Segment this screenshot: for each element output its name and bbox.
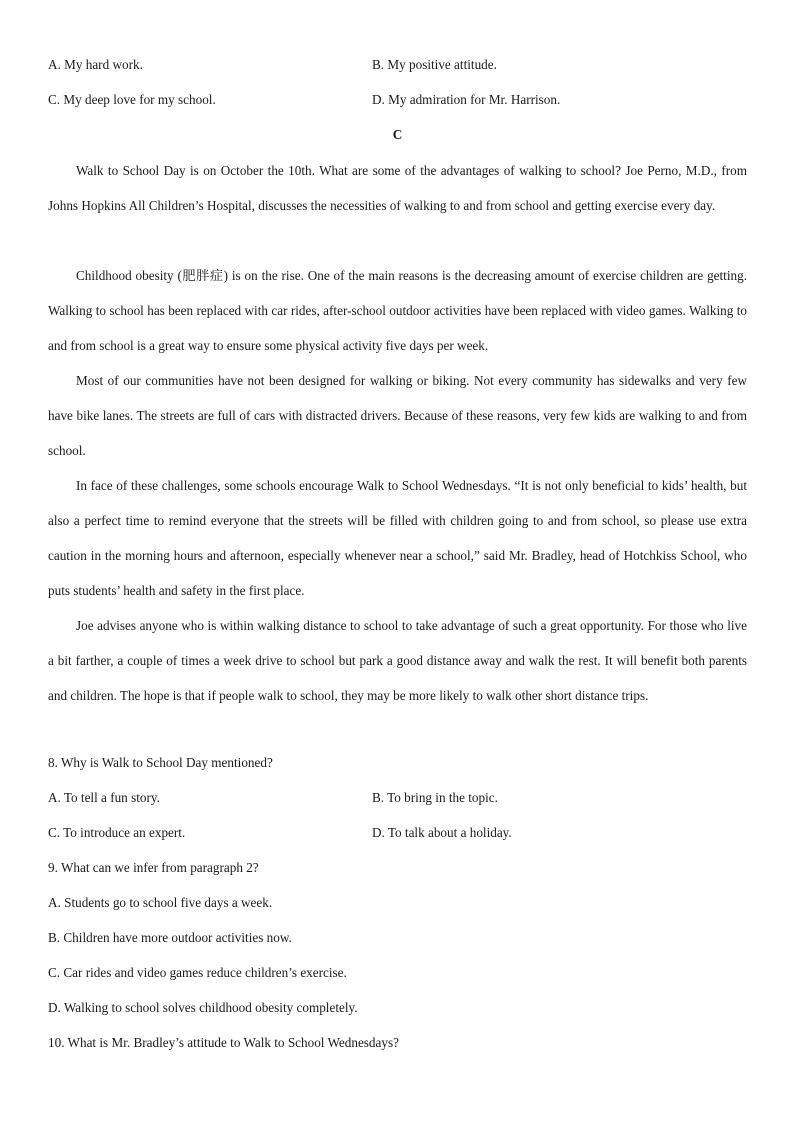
passage-paragraph-3: Most of our communities have not been designed for walking or biking. Not every community has sidewalks and very few have bike lanes. The streets are full of cars with distracted drivers. Because of these reasons, very few kids are walking to and from school. (48, 373, 747, 458)
q8-option-c: C. To introduce an expert. (48, 825, 186, 840)
passage-paragraph-4: In face of these challenges, some schools encourage Walk to School Wednesdays. “It is not only beneficial to kids’ health, but also a perfect time to remind everyone that the streets will be filled with children going to and from school, so please use extra caution in the morning hours and afternoon, especially whenever near a school,” said Mr. Bradley, head of Hotchkiss School, who puts students’ health and safety in the first place. (48, 478, 747, 598)
q9-option-a: A. Students go to school five days a week. (48, 895, 273, 910)
q8-option-a: A. To tell a fun story. (48, 790, 160, 805)
prev-option-b: B. My positive attitude. (372, 57, 497, 72)
q8-option-b: B. To bring in the topic. (372, 790, 498, 805)
prev-options-row-2 (48, 90, 747, 110)
q9-option-d: D. Walking to school solves childhood obesity completely. (48, 1000, 358, 1015)
q9-option-c: C. Car rides and video games reduce children’s exercise. (48, 965, 347, 980)
question-8-options-row-2 (48, 823, 747, 843)
prev-option-a: A. My hard work. (48, 57, 143, 72)
question-8-options-row-1 (48, 788, 747, 808)
prev-option-c: C. My deep love for my school. (48, 92, 216, 107)
prev-options-row-1 (48, 55, 747, 75)
prev-option-d: D. My admiration for Mr. Harrison. (372, 92, 561, 107)
passage-paragraph-2: Childhood obesity (肥胖症) is on the rise. One of the main reasons is the decreasing amount of exercise children are getting. Walking to school has been replaced with car rides, after-school outdoor activities have been replaced with video games. Walking to and from school is a great way to ensure some physical activity five days per week. (48, 268, 747, 353)
passage-paragraph-5: Joe advises anyone who is within walking distance to school to take advantage of such a great opportunity. For those who live a bit farther, a couple of times a week drive to school but park a good distance away and walk the rest. It will benefit both parents and children. The hope is that if people walk to school, they may be more likely to walk other short distance trips. (48, 618, 747, 703)
question-9-stem: 9. What can we infer from paragraph 2? (48, 860, 259, 875)
q8-option-d: D. To talk about a holiday. (372, 825, 512, 840)
passage-paragraph-1: Walk to School Day is on October the 10th. What are some of the advantages of walking to school? Joe Perno, M.D., from Johns Hopkins All Children’s Hospital, discusses the necessities of walking to and from school and getting exercise every day. (48, 163, 747, 213)
question-8-stem: 8. Why is Walk to School Day mentioned? (48, 755, 273, 770)
q9-option-b: B. Children have more outdoor activities now. (48, 930, 292, 945)
question-10-stem: 10. What is Mr. Bradley’s attitude to Walk to School Wednesdays? (48, 1035, 399, 1050)
section-heading: C (392, 127, 403, 142)
